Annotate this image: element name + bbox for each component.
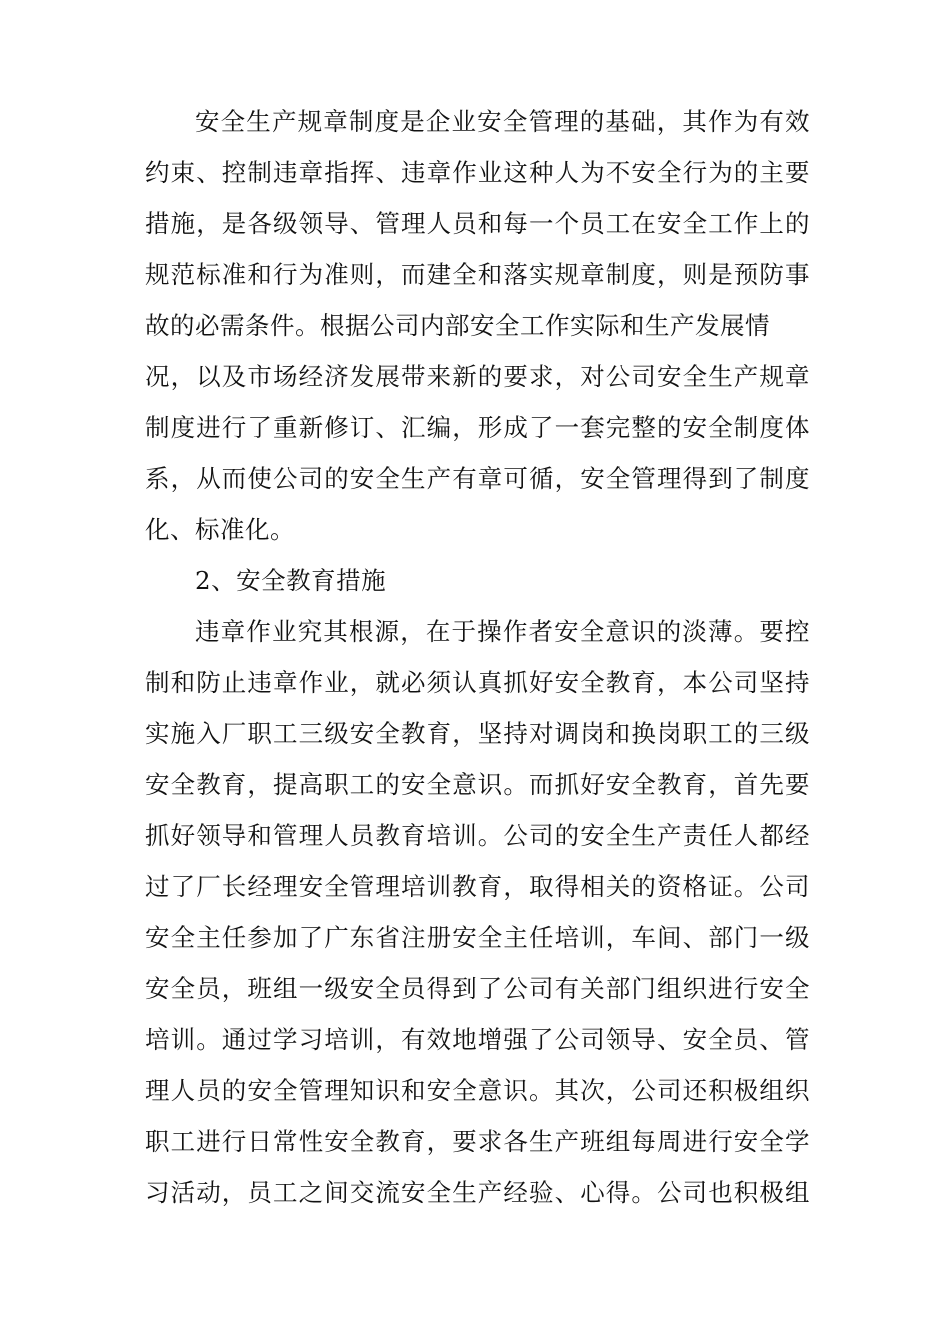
- paragraph-line: 抓好领导和管理人员教育培训。公司的安全生产责任人都经: [145, 821, 810, 850]
- paragraph-line: 措施，是各级领导、管理人员和每一个员工在安全工作上的: [145, 209, 810, 238]
- paragraph-line: 安全员，班组一级安全员得到了公司有关部门组织进行安全: [145, 974, 810, 1003]
- paragraph-line: 违章作业究其根源，在于操作者安全意识的淡薄。要控: [195, 617, 810, 646]
- paragraph-safety-education: [145, 606, 810, 1218]
- paragraph-line: 实施入厂职工三级安全教育，坚持对调岗和换岗职工的三级: [145, 719, 810, 748]
- paragraph-line: 制度进行了重新修订、汇编，形成了一套完整的安全制度体: [145, 413, 810, 442]
- paragraph-safety-regulations: [145, 96, 810, 555]
- paragraph-line: 系，从而使公司的安全生产有章可循，安全管理得到了制度: [145, 464, 810, 493]
- paragraph-line: 习活动，员工之间交流安全生产经验、心得。公司也积极组: [145, 1178, 810, 1207]
- paragraph-line: 况，以及市场经济发展带来新的要求，对公司安全生产规章: [145, 362, 810, 391]
- paragraph-line: 故的必需条件。根据公司内部安全工作实际和生产发展情: [145, 311, 770, 340]
- paragraph-line: 职工进行日常性安全教育，要求各生产班组每周进行安全学: [145, 1127, 810, 1156]
- paragraph-line: 过了厂长经理安全管理培训教育，取得相关的资格证。公司: [145, 872, 810, 901]
- paragraph-line: 培训。通过学习培训，有效地增强了公司领导、安全员、管: [145, 1025, 810, 1054]
- paragraph-line: 制和防止违章作业，就必须认真抓好安全教育，本公司坚持: [145, 668, 810, 697]
- paragraph-line: 化、标准化。: [145, 515, 295, 544]
- paragraph-line: 安全主任参加了广东省注册安全主任培训，车间、部门一级: [145, 923, 810, 952]
- paragraph-line: 安全生产规章制度是企业安全管理的基础，其作为有效: [195, 107, 810, 136]
- paragraph-line: 约束、控制违章指挥、违章作业这种人为不安全行为的主要: [145, 158, 810, 187]
- paragraph-line: 理人员的安全管理知识和安全意识。其次，公司还积极组织: [145, 1076, 810, 1105]
- section-heading: 2、安全教育措施: [195, 566, 387, 595]
- document-page: [145, 96, 810, 1218]
- paragraph-line: 规范标准和行为准则，而建全和落实规章制度，则是预防事: [145, 260, 810, 289]
- paragraph-line: 安全教育，提高职工的安全意识。而抓好安全教育，首先要: [145, 770, 810, 799]
